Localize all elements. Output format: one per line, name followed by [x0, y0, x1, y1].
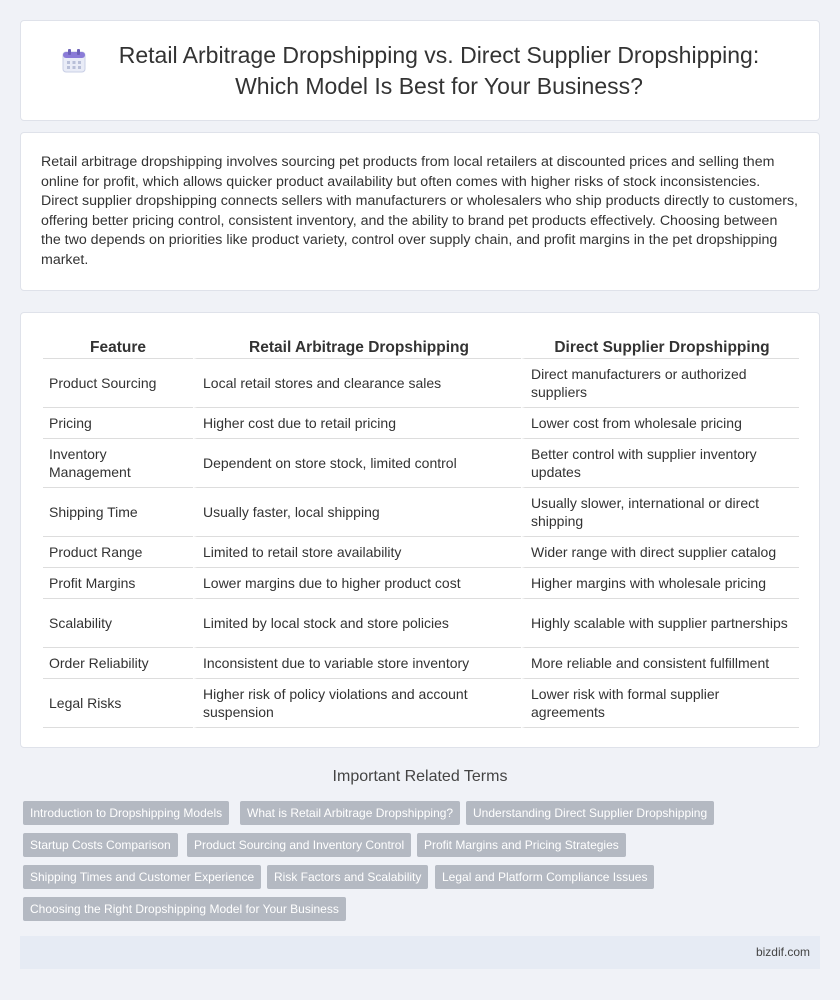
table-row — [43, 359, 799, 408]
related-tag-direct-supplier[interactable]: Understanding Direct Supplier Dropshipping — [466, 801, 714, 825]
header-retail-arbitrage: Retail Arbitrage Dropshipping — [193, 333, 521, 359]
related-tag-intro-models[interactable]: Introduction to Dropshipping Models — [23, 801, 229, 825]
related-tag-sourcing-inventory[interactable]: Product Sourcing and Inventory Control — [187, 833, 411, 857]
calendar-icon — [61, 48, 87, 74]
table-row — [43, 439, 799, 488]
related-tag-what-is-retail-arbitrage[interactable]: What is Retail Arbitrage Dropshipping? — [240, 801, 460, 825]
related-tag-risk-factors[interactable]: Risk Factors and Scalability — [267, 865, 428, 889]
table-cell: Pricing — [43, 408, 193, 439]
table-cell: Inventory Management — [43, 439, 193, 488]
table-cell: Higher risk of policy violations and account suspension — [193, 679, 521, 728]
table-cell: Wider range with direct supplier catalog — [521, 537, 799, 568]
related-tag-choosing-model[interactable]: Choosing the Right Dropshipping Model for Your Business — [23, 897, 346, 921]
table-cell: Profit Margins — [43, 568, 193, 599]
comparison-table-card — [20, 312, 820, 748]
table-cell: Direct manufacturers or authorized suppliers — [521, 359, 799, 408]
related-tag-legal-compliance[interactable]: Legal and Platform Compliance Issues — [435, 865, 654, 889]
table-cell: Order Reliability — [43, 648, 193, 679]
table-cell: Lower risk with formal supplier agreements — [521, 679, 799, 728]
title-card — [20, 20, 820, 121]
table-cell: Inconsistent due to variable store inventory — [193, 648, 521, 679]
table-header-row — [43, 333, 799, 359]
comparison-table — [43, 333, 799, 728]
intro-card — [20, 132, 820, 291]
table-cell: Dependent on store stock, limited control — [193, 439, 521, 488]
table-row — [43, 568, 799, 599]
table-row — [43, 599, 799, 648]
table-cell: Usually slower, international or direct shipping — [521, 488, 799, 537]
table-cell: Usually faster, local shipping — [193, 488, 521, 537]
header-direct-supplier: Direct Supplier Dropshipping — [521, 333, 799, 359]
related-terms-heading: Important Related Terms — [332, 768, 508, 785]
table-row — [43, 408, 799, 439]
table-cell: Higher cost due to retail pricing — [193, 408, 521, 439]
footer-site-link[interactable]: bizdif.com — [755, 945, 810, 959]
related-tag-startup-costs[interactable]: Startup Costs Comparison — [23, 833, 178, 857]
related-tag-profit-margins[interactable]: Profit Margins and Pricing Strategies — [417, 833, 626, 857]
table-cell: Product Range — [43, 537, 193, 568]
table-cell: Limited by local stock and store policies — [193, 599, 521, 648]
table-row — [43, 537, 799, 568]
table-cell: Limited to retail store availability — [193, 537, 521, 568]
table-cell: Scalability — [43, 599, 193, 648]
related-tag-shipping-times[interactable]: Shipping Times and Customer Experience — [23, 865, 261, 889]
table-cell: More reliable and consistent fulfillment — [521, 648, 799, 679]
table-cell: Shipping Time — [43, 488, 193, 537]
table-row — [43, 648, 799, 679]
table-cell: Legal Risks — [43, 679, 193, 728]
table-row — [43, 488, 799, 537]
table-cell: Lower margins due to higher product cost — [193, 568, 521, 599]
intro-paragraph: Retail arbitrage dropshipping involves sourcing pet products from local retailers at discounted prices and selling them online for profit, which allows quicker product availability but often comes with higher risks of stock inconsistencies. Direct supplier dropshipping connects sellers with manufacturers or wholesalers who ship products directly to customers, offering better pricing control, consistent inventory, and the ability to brand pet products effectively. Choosing between the two depends on priorities like product variety, control over supply chain, and profit margins in the pet dropshipping market. — [41, 154, 799, 268]
table-cell: Better control with supplier inventory updates — [521, 439, 799, 488]
table-cell: Higher margins with wholesale pricing — [521, 568, 799, 599]
table-cell: Local retail stores and clearance sales — [193, 359, 521, 408]
table-cell: Lower cost from wholesale pricing — [521, 408, 799, 439]
table-row — [43, 679, 799, 728]
footer — [20, 936, 820, 969]
table-cell: Product Sourcing — [43, 359, 193, 408]
page-title: Retail Arbitrage Dropshipping vs. Direct Supplier Dropshipping: Which Model Is Best for Your Business? — [118, 41, 760, 99]
table-cell: Highly scalable with supplier partnerships — [521, 599, 799, 648]
header-feature: Feature — [43, 333, 193, 359]
